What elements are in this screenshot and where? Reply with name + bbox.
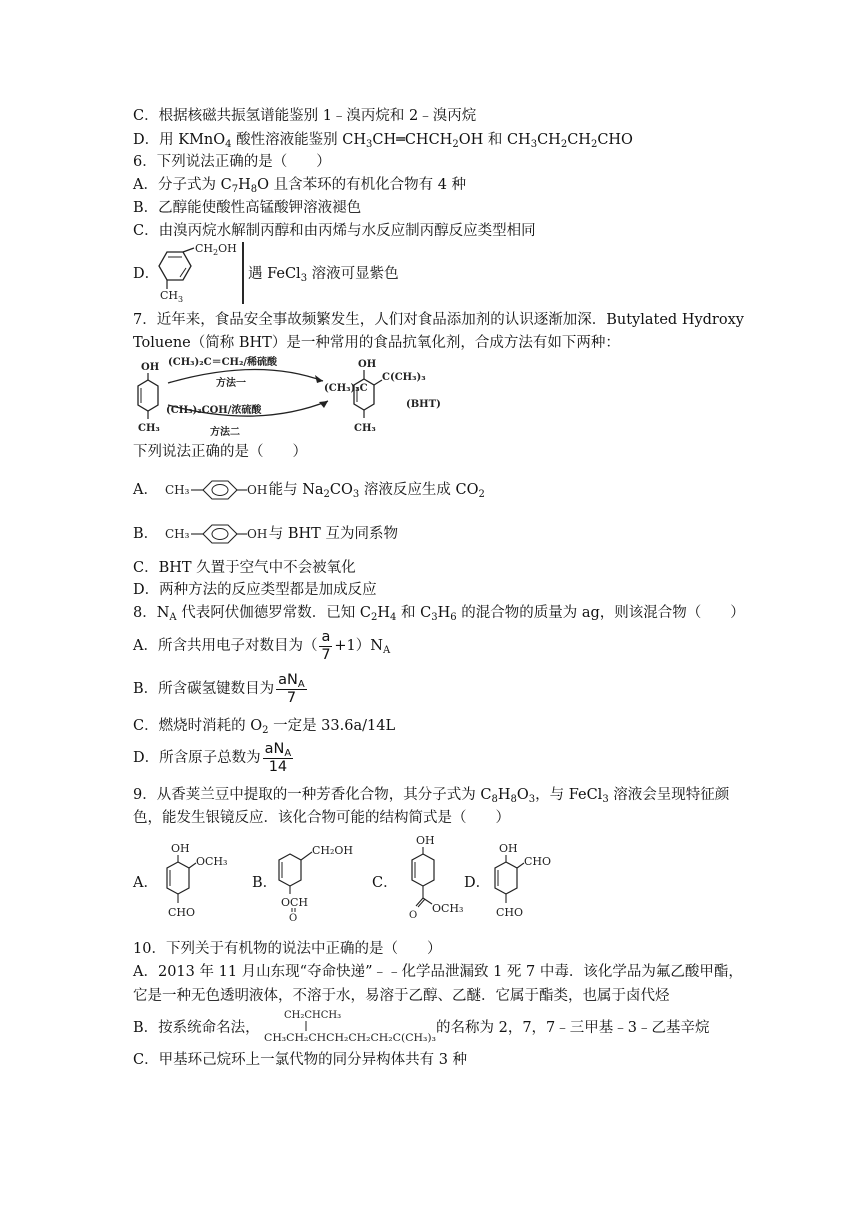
q7-option-c: C．BHT 久置于空气中不会被氧化 [133, 560, 356, 576]
q6-d-ch3-label: $CH_3$ [160, 289, 184, 304]
svg-text:OH: OH [246, 483, 267, 497]
q7-product-ch3: CH₃ [354, 423, 376, 434]
q8-option-a: A．所含共用电子对数目为（ $\frac{a}{7}$ $+1)N_A$ [133, 628, 391, 663]
svg-text:OCH₃: OCH₃ [432, 902, 464, 915]
q7-stem-line2: Toluene（简称 BHT）是一种常用的食品抗氧化剂，合成方法有如下两种： [133, 335, 620, 351]
q6-stem: 6．下列说法正确的是（ ） [133, 154, 331, 170]
q8-option-d: D．所含原子总数为 $\frac{aN_A}{14}$ [133, 740, 292, 775]
q6-option-d-label: D． [133, 266, 160, 282]
q7-product-name: (BHT) [406, 399, 441, 410]
q8-option-b: B．所含碳氢键数目为 $\frac{aN_A}{7}$ [133, 671, 305, 706]
q7-method1: 方法一 [216, 378, 246, 389]
q7-reaction-scheme [128, 355, 448, 441]
q9-option-d-label: D． [464, 875, 491, 891]
svg-text:CH₂OH: CH₂OH [312, 844, 354, 857]
q8-d-fraction: $\frac{aN_A}{14}$ [264, 740, 292, 775]
q6-d-ch2oh-label: $CH_2OH$ [195, 242, 237, 257]
q7-reagent1: (CH₃)₂C＝CH₂/稀硫酸 [168, 357, 278, 368]
q6-option-b: B．乙醇能使酸性高锰酸钾溶液褪色 [133, 200, 362, 216]
q7-reagent2: (CH₃)₃COH/浓硫酸 [166, 405, 262, 416]
svg-text:OCH: OCH [281, 896, 309, 909]
q9-stem-line1: 9．从香荚兰豆中提取的一种芳香化合物，其分子式为 $C_8H_8O_3$，与 FeCl$_3$ 溶液会呈现特征颜 [133, 787, 730, 805]
q8-a-fraction: $\frac{a}{7}$ [321, 628, 331, 663]
svg-text:OH: OH [416, 834, 435, 847]
svg-text:CH₃: CH₃ [164, 527, 190, 541]
q10-option-a-line2: 它是一种无色透明液体，不溶于水，易溶于乙醇、乙醚．它属于酯类，也属于卤代烃 [133, 988, 670, 1004]
q7-a-structure [163, 478, 269, 502]
q10-option-a-line1: A．2013 年 11 月山东现“夺命快递”﹣﹣化学品泄漏致 1 死 7 中毒．该化学品为氟乙酸甲酯， [133, 964, 743, 980]
q10-b-structure [262, 1006, 438, 1048]
q8-stem: 8．$N_A$ 代表阿伏伽德罗常数．已知 $C_2H_4$ 和 $C_3H_6$ 的混合物的质量为 ag，则该混合物（ ） [133, 605, 745, 623]
q8-option-c: C．燃烧时消耗的 $O_2$ 一定是 33.6a/14L [133, 718, 396, 736]
q9-option-b-structure [268, 840, 364, 922]
q9-option-a-label: A． [133, 875, 158, 891]
q7-option-b: B． CH₃ OH 与 BHT 互为同系物 [133, 522, 398, 546]
svg-text:OCH₃: OCH₃ [196, 855, 228, 868]
svg-text:OH: OH [246, 527, 268, 541]
svg-text:O: O [289, 913, 298, 922]
q7-reactant-ch3: CH₃ [138, 423, 160, 434]
svg-text:CHO: CHO [524, 855, 552, 868]
q5-option-d: D．用 KMnO$_4$ 酸性溶液能鉴别 $CH_3CH═CHCH_2OH$ 和 $CH_3CH_2CH_2CHO$ [133, 132, 633, 150]
svg-text:CH₃: CH₃ [164, 483, 190, 497]
svg-text:O: O [409, 910, 418, 921]
q7-method2: 方法二 [210, 427, 240, 438]
q7-option-d: D．两种方法的反应类型都是加成反应 [133, 582, 377, 598]
svg-text:OH: OH [171, 842, 190, 855]
q9-stem-line2: 色，能发生银镜反应．该化合物可能的结构简式是（ ） [133, 810, 510, 826]
q7-product-right: C(CH₃)₃ [382, 372, 426, 383]
q6-option-a: A．分子式为 $C_7H_8O$ 且含苯环的有机化合物有 4 种 [133, 177, 467, 195]
q7-product-left: (CH₃)₃C [324, 383, 368, 394]
q10-option-c: C．甲基环己烷环上一氯代物的同分异构体共有 3 种 [133, 1052, 468, 1068]
q9-option-b-label: B． [252, 875, 278, 891]
q6-option-c: C．由溴丙烷水解制丙醇和由丙烯与水反应制丙醇反应类型相同 [133, 223, 536, 239]
q10-stem: 10．下列关于有机物的说法中正确的是（ ） [133, 941, 442, 957]
q7-option-a: A． CH₃ OH 能与 $Na_2CO_3$ 溶液反应生成 $CO_2$ [133, 478, 485, 502]
q8-b-fraction: $\frac{aN_A}{7}$ [278, 671, 305, 706]
svg-text:CHO: CHO [496, 906, 524, 919]
q7-reactant-oh: OH [141, 362, 160, 373]
q7-b-structure [163, 522, 269, 546]
q9-option-a-structure [158, 840, 238, 922]
svg-text:CH₂CHCH₃: CH₂CHCH₃ [284, 1010, 342, 1021]
q6-option-d-text: 遇 FeCl$_3$ 溶液可显紫色 [248, 266, 399, 284]
q7-product-oh: OH [358, 359, 377, 370]
q10-option-b-text: 的名称为 2，7，7﹣三甲基﹣3﹣乙基辛烷 [436, 1020, 710, 1036]
q9-option-d-structure [484, 840, 564, 922]
q9-option-c-label: C． [372, 875, 398, 891]
svg-text:CHO: CHO [168, 906, 196, 919]
q5-option-c: C．根据核磁共振氢谱能鉴别 1﹣溴丙烷和 2﹣溴丙烷 [133, 108, 477, 124]
svg-text:CH₃CH₂CHCH₂CH₂CH₂C(CH₃)₃: CH₃CH₂CHCH₂CH₂CH₂C(CH₃)₃ [264, 1033, 436, 1044]
q7-ask: 下列说法正确的是（ ） [133, 444, 307, 460]
q7-stem-line1: 7．近年来，食品安全事故频繁发生，人们对食品添加剂的认识逐渐加深．Butylated Hydroxy [133, 312, 744, 328]
svg-text:OH: OH [499, 842, 518, 855]
q9-option-c-structure [392, 832, 472, 930]
q10-option-b-prefix: B．按系统命名法， [133, 1020, 260, 1036]
q6-d-structure [150, 242, 250, 304]
